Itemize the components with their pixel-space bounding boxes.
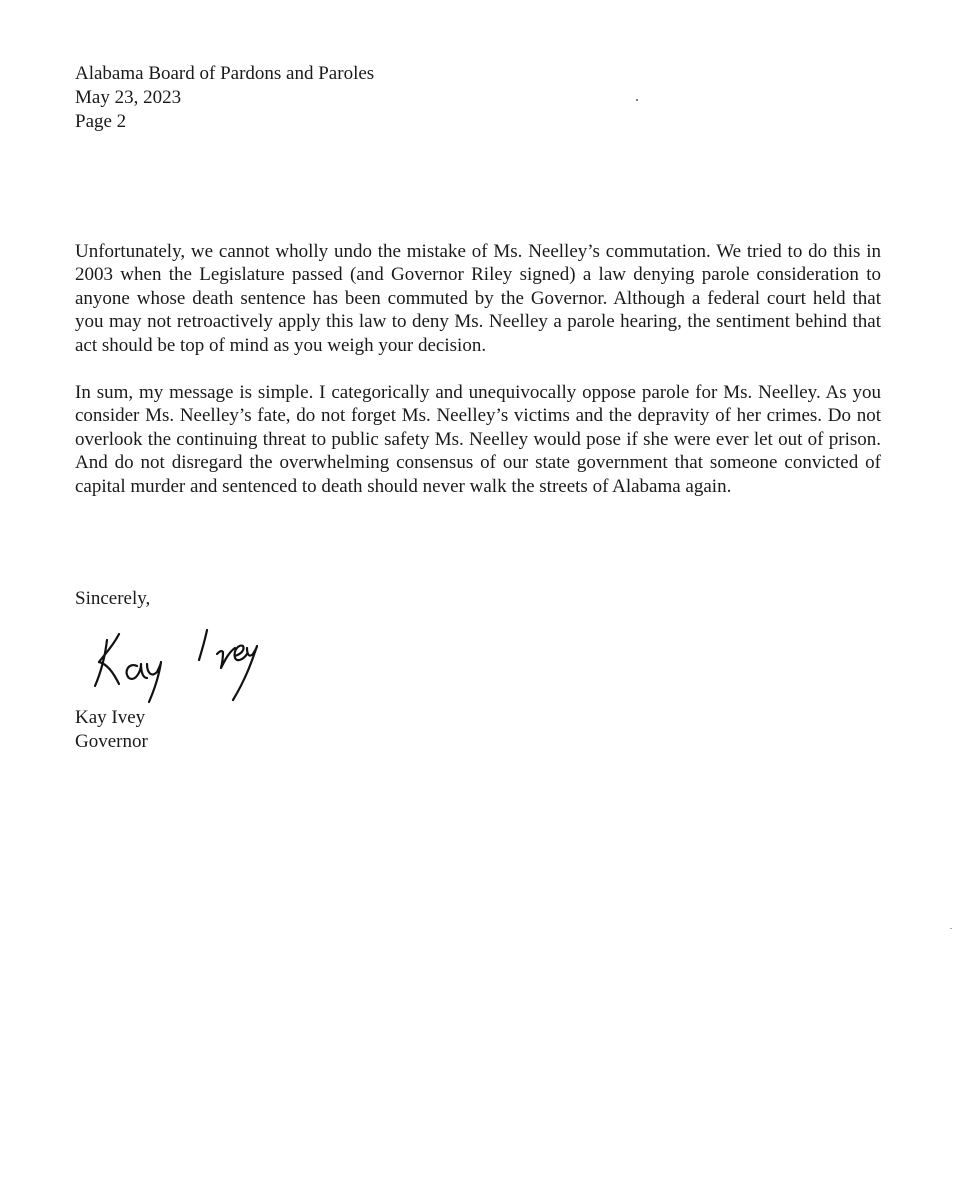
signer-title: Governor [75, 731, 148, 752]
signer-name: Kay Ivey [75, 707, 146, 728]
letter-header [75, 62, 374, 134]
letter-date: May 23, 2023 [75, 87, 182, 108]
scan-speck [636, 99, 638, 101]
handwritten-signature [85, 612, 265, 707]
signature-block [75, 706, 148, 754]
scan-speck [950, 928, 952, 929]
closing-salutation: Sincerely, [75, 588, 151, 609]
body-paragraph-1: Unfortunately, we cannot wholly undo the mistake of Ms. Neelley’s commutation. We tried to do this in 2003 when the Legislature passed (and Governor Riley signed) a law denying parole consideration to anyone whose death sentence has been commuted by the Governor. Although a federal court held that you may not retroactively apply this law to deny Ms. Neelley a parole hearing, the sentiment behind that act should be top of mind as you weigh your decision. [75, 241, 881, 356]
page-number: Page 2 [75, 111, 127, 132]
recipient-line: Alabama Board of Pardons and Paroles [75, 63, 375, 84]
body-paragraph-2: In sum, my message is simple. I categorically and unequivocally oppose parole for Ms. Neelley. As you consider Ms. Neelley’s fate, do not forget Ms. Neelley’s victims and the depravity of her crimes. Do not overlook the continuing threat to public safety Ms. Neelley would pose if she were ever let out of prison. And do not disregard the overwhelming consensus of our state government that someone convicted of capital murder and sentenced to death should never walk the streets of Alabama again. [75, 382, 881, 497]
